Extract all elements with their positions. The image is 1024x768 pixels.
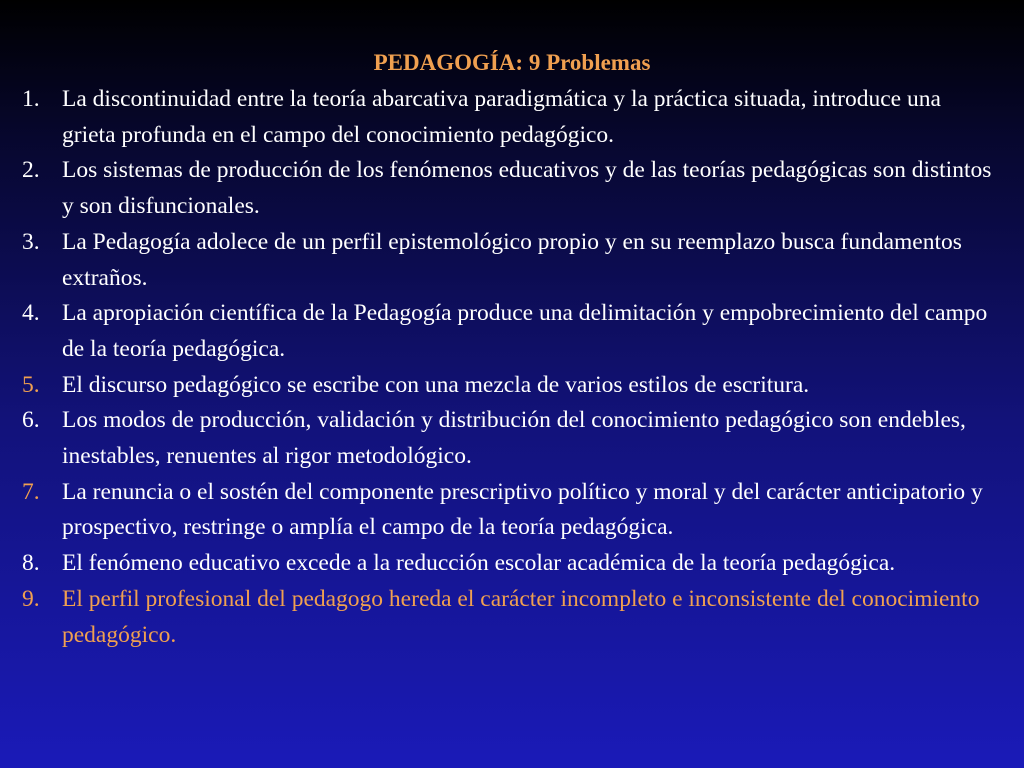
item-text: El fenómeno educativo excede a la reducción escolar académica de la teoría pedagógica. [62,550,896,577]
item-number: 6. [22,407,40,434]
list-item [22,153,997,224]
item-text: La apropiación científica de la Pedagogía produce una delimitación y empobrecimiento del campo de la teoría pedagógica. [62,300,988,362]
list-item [22,225,997,296]
list-item [22,368,997,404]
item-number: 9. [22,585,40,612]
item-number: 2. [22,157,40,184]
problem-list [22,82,997,653]
list-item [22,582,997,653]
item-text: La Pedagogía adolece de un perfil epistemológico propio y en su reemplazo busca fundamentos extraños. [62,228,962,291]
item-text: Los sistemas de producción de los fenómenos educativos y de las teorías pedagógicas son distintos y son disfuncionales. [62,157,992,220]
list-item [22,403,997,474]
slide-title: PEDAGOGÍA: 9 Problemas [373,50,651,75]
list-item [22,475,997,546]
list-item [22,546,997,582]
item-number: 4. [22,300,40,327]
item-number: 7. [22,478,40,505]
item-number: 8. [22,550,40,577]
list-item [22,296,997,367]
item-text: El discurso pedagógico se escribe con una mezcla de varios estilos de escritura. [62,371,810,398]
list-item [22,82,997,153]
item-text: La discontinuidad entre la teoría abarcativa paradigmática y la práctica situada, introduce una grieta profunda en el campo del conocimiento pedagógico. [62,86,941,148]
item-text: La renuncia o el sostén del componente prescriptivo político y moral y del carácter anticipatorio y prospectivo, restringe o amplía el campo de la teoría pedagógica. [62,478,983,541]
item-number: 3. [22,228,40,255]
item-number: 1. [22,86,40,112]
item-number: 5. [22,371,40,398]
item-text: El perfil profesional del pedagogo hereda el carácter incompleto e inconsistente del conocimiento pedagógico. [62,585,980,648]
item-text: Los modos de producción, validación y distribución del conocimiento pedagógico son endebles, inestables, renuentes al rigor metodológico. [62,407,966,470]
